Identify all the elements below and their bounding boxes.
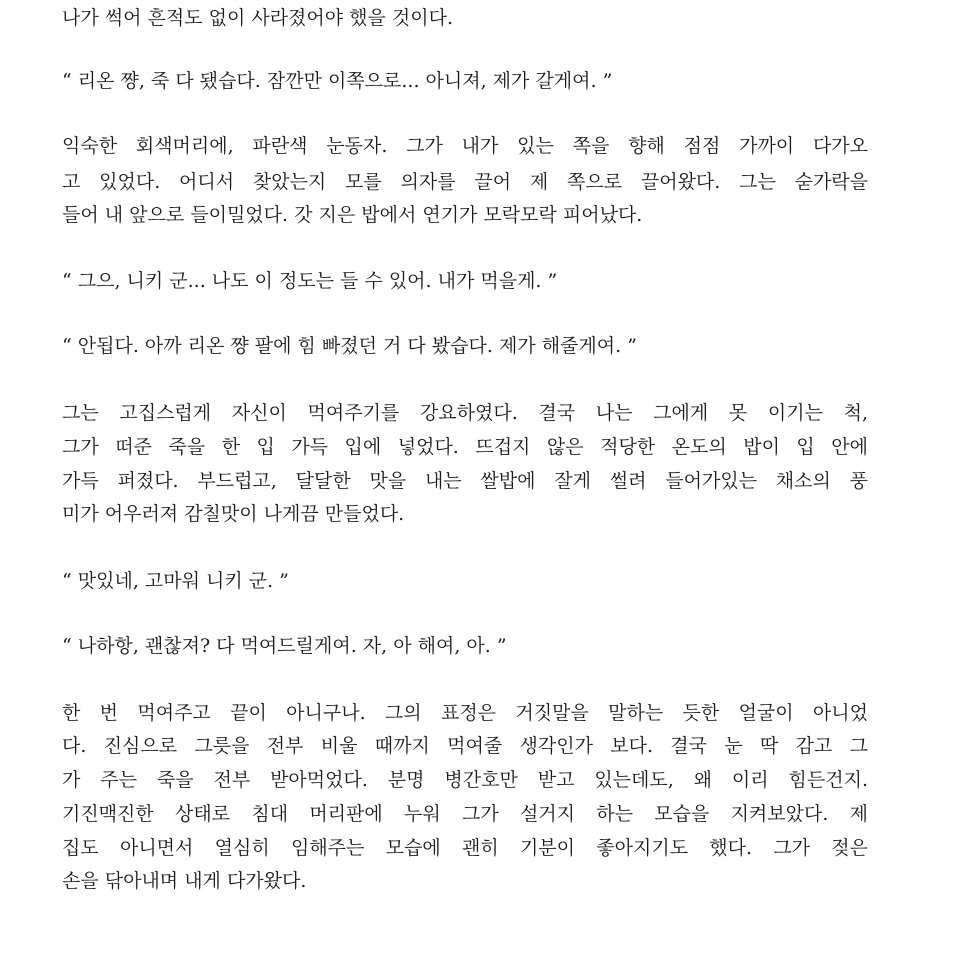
text-line: 그가 떠준 죽을 한 입 가득 입에 넣었다. 뜨겁지 않은 적당한 온도의 밥이 입 안에 [62, 436, 868, 458]
text-line: 고 있었다. 어디서 찾았는지 모를 의자를 끌어 제 쪽으로 끌어왔다. 그는 숟가락을 [62, 171, 868, 193]
dialogue-line: “ 리온 쨩, 죽 다 됐습다. 잠깐만 이쪽으로... 아니져, 제가 갈게여. ” [62, 70, 613, 92]
text-line: 가 주는 죽을 전부 받아먹었다. 분명 병간호만 받고 있는데도, 왜 이리 힘든건지. [62, 769, 868, 791]
dialogue-line: “ 나하항, 괜찮져? 다 먹여드릴게여. 자, 아 해여, 아. ” [62, 635, 507, 657]
text-line: 미가 어우러져 감칠맛이 나게끔 만들었다. [62, 503, 405, 525]
dialogue-line: “ 안됩다. 아까 리온 쨩 팔에 힘 빠졌던 거 다 봤습다. 제가 해줄게여. ” [62, 335, 637, 357]
text-line: 한 번 먹여주고 끝이 아니구나. 그의 표정은 거짓말을 말하는 듯한 얼굴이 아니었 [62, 702, 868, 724]
text-line: 익숙한 회색머리에, 파란색 눈동자. 그가 내가 있는 쪽을 향해 점점 가까이 다가오 [62, 135, 868, 157]
text-line: 손을 닦아내며 내게 다가왔다. [62, 870, 307, 892]
text-line: 나가 썩어 흔적도 없이 사라졌어야 했을 것이다. [62, 7, 454, 29]
text-line: 집도 아니면서 열심히 임해주는 모습에 괜히 기분이 좋아지기도 했다. 그가 젖은 [62, 837, 868, 859]
text-line: 기진맥진한 상태로 침대 머리판에 누워 그가 설거지 하는 모습을 지켜보았다. 제 [62, 803, 868, 825]
text-line: 들어 내 앞으로 들이밀었다. 갓 지은 밥에서 연기가 모락모락 피어났다. [62, 204, 643, 226]
text-line: 그는 고집스럽게 자신이 먹여주기를 강요하였다. 결국 나는 그에게 못 이기는 척, [62, 402, 868, 424]
dialogue-line: “ 맛있네, 고마워 니키 군. ” [62, 570, 289, 592]
text-line: 다. 진심으로 그릇을 전부 비울 때까지 먹여줄 생각인가 보다. 결국 눈 딱 감고 그 [62, 735, 868, 757]
text-line: 가득 퍼졌다. 부드럽고, 달달한 맛을 내는 쌀밥에 잘게 썰려 들어가있는 채소의 풍 [62, 470, 868, 492]
dialogue-line: “ 그으, 니키 군... 나도 이 정도는 들 수 있어. 내가 먹을게. ” [62, 270, 558, 292]
